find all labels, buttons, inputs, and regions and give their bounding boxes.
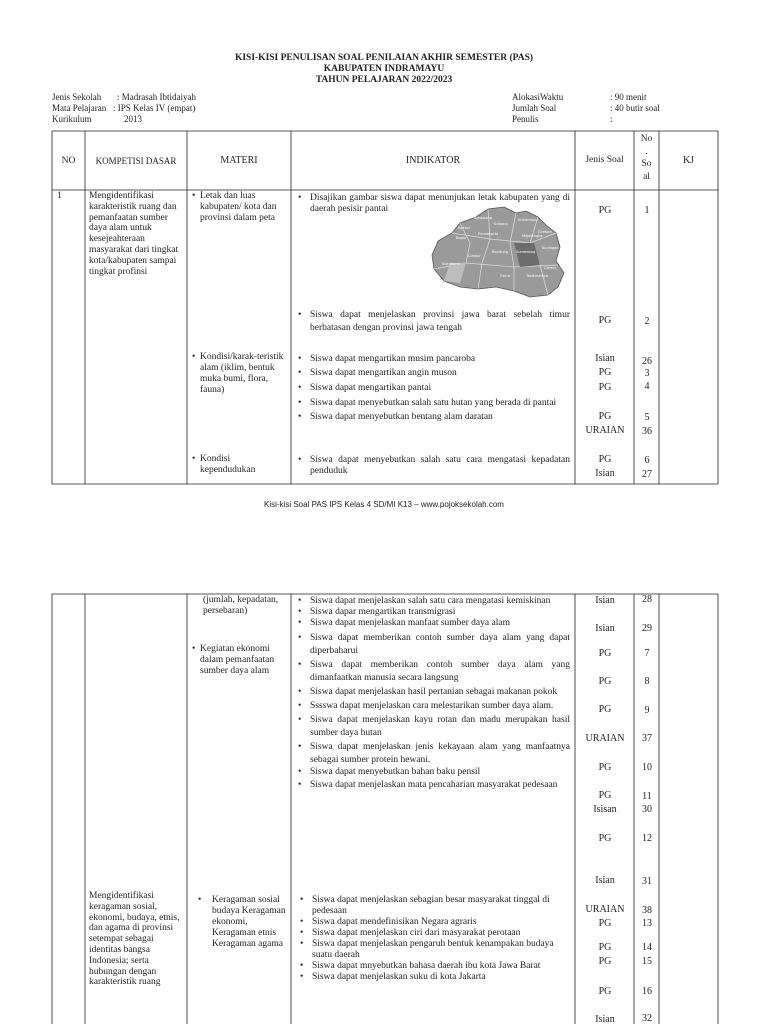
jenis-soal: PG (598, 790, 612, 801)
jenis-soal: PG (598, 367, 612, 378)
materi-item: • Kondisi kependudukan (190, 454, 286, 476)
no-soal: 4 (644, 381, 650, 392)
meta-value: : Madrasah Ibtidaiyah (117, 92, 196, 102)
jenis-soal: PG (598, 833, 612, 844)
no-soal: 14 (642, 942, 652, 953)
jenis-soal: PG (598, 942, 612, 953)
header-indikator: INDIKATOR (405, 155, 461, 166)
title-line-2: KABUPATEN INDRAMAYU (323, 64, 445, 74)
no-soal: 6 (644, 455, 650, 466)
map-label: Ciamis (544, 266, 557, 270)
map-label: Bekasi (458, 226, 470, 230)
no-soal: 38 (642, 905, 652, 916)
meta-label: Mata Pelajaran (52, 103, 107, 113)
title-line-1: KISI-KISI PENULISAN SOAL PENILAIAN AKHIR SEMESTER (PAS) (234, 53, 534, 63)
indikator-item: • Siswa dapat menjelaskan pengaruh bentuk kenampakan budaya suatu daerah (298, 939, 570, 961)
indikator-item: • Siswa dapat menjelaskan sebagian besar masyarakat tinggal di pedesaan (298, 895, 570, 917)
indikator-item: • Sssswa dapat menjelaskan cara melestarikan sumber daya alam. (296, 700, 570, 713)
no-soal: 2 (644, 316, 650, 327)
title-line-3: TAHUN PELAJARAN 2022/2023 (315, 75, 453, 85)
jenis-soal: Isian (595, 353, 615, 364)
no-soal: 7 (644, 648, 650, 659)
header-jenis-soal: Jenis Soal (585, 155, 624, 165)
indikator-item: • Siswa dapat menjelaskan suku di kota Jakarta (298, 972, 570, 983)
meta-label: Jenis Sekolah (52, 92, 102, 102)
jenis-soal: Isian (595, 595, 615, 606)
indikator-item: • Siswa dapat mendefinisikan Negara agraris (298, 917, 570, 928)
no-soal: 10 (642, 762, 652, 773)
no-soal: 5 (644, 412, 650, 423)
materi-item: • Kondisi/karak-teristik alam (iklim, bentuk muka bumi, flora, fauna) (190, 352, 286, 396)
no-soal: 16 (642, 986, 652, 997)
jenis-soal: PG (598, 956, 612, 967)
indikator-item: • Siswa dapat mnyebutkan bahasa daerah ibu kota Jawa Barat (298, 961, 570, 972)
no-soal: 28 (642, 594, 652, 605)
row-number: 1 (57, 191, 62, 201)
indikator-item: • Siswa dapat menjelaskan hasil pertanian sebagai makanan pokok (296, 686, 570, 699)
jenis-soal: Isian (595, 875, 615, 886)
jenis-soal: URAIAN (585, 425, 625, 436)
map-label: Karawang (474, 216, 492, 220)
jenis-soal: PG (598, 676, 612, 687)
indikator-item: • Siswa dapat memberikan contoh sumber daya alam yang dimanfaatkan manusia secara langsung (296, 659, 570, 685)
jenis-soal: PG (598, 454, 612, 465)
jenis-soal: PG (598, 205, 612, 216)
kompetensi-dasar-1: Mengidentifikasi karakteristik ruang dan pemanfaatan sumber daya alam untuk kesejeahteraan masyarakat dari tingkat kota/kabupaten sampai tingkat profinsi (89, 191, 179, 277)
indikator-list-e (296, 596, 570, 792)
no-soal: 31 (642, 876, 652, 887)
meta-label: AlokasiWaktu (512, 92, 564, 102)
jenis-soal: PG (598, 762, 612, 773)
materi-item: • Keragaman sosial budaya Keragaman ekonomi, Keragaman etnis Keragaman agama (196, 895, 286, 950)
no-soal: 11 (642, 791, 652, 802)
meta-label: Penulis (512, 114, 539, 124)
meta-label: Jumlah Soal (512, 103, 557, 113)
indikator-item: • Siswa dapat mengartikan musim pancaroba (296, 352, 570, 366)
indikator-item: • Siswa dapat mengartikan angin muson (296, 366, 570, 381)
meta-value: 2013 (124, 114, 142, 124)
map-label: Tasikmalaya (526, 274, 548, 278)
jenis-soal: PG (598, 315, 612, 326)
jenis-soal: URAIAN (585, 904, 625, 915)
indikator-item: • Siswa dapat menyebutkan bahan baku pensil (296, 766, 570, 779)
indikator-item: • Siswa dapat menjelaskan salah satu cara mengatasi kemiskinan (296, 596, 570, 607)
jenis-soal: Isisan (593, 804, 617, 815)
no-soal: 36 (642, 426, 652, 437)
meta-label: Kurikulum (52, 114, 92, 124)
indikator-item: • Siswa dapat menjelaskan manfaat sumber daya alam (296, 618, 570, 629)
no-soal: 26 (642, 356, 652, 367)
indikator-item: • Siswa dapat menjelaskan provinsi jawa barat sebelah timur berbatasan dengan provinsi jawa tengah (296, 309, 570, 335)
header-no-soal-line: . (645, 146, 648, 157)
indikator-item: • Siswa dapat menjelaskan kayu rotan dan madu merupakan hasil sumber daya hutan (296, 714, 570, 740)
map-label: Subang (494, 222, 508, 226)
map-label: Indramayu (518, 218, 538, 222)
no-soal: 3 (644, 368, 650, 379)
indikator-item: • Siswa dapat menjelaskan mata pencaharian masyarakat pedesaan (296, 779, 570, 792)
indikator-item: • Siswa dapat menjelaskan ciri dari masyarakat perotaan (298, 928, 570, 939)
indikator-item: • Siswa dapat menyebutkan bentang alam daratan (296, 410, 570, 425)
map-label: Sumedang (516, 250, 536, 254)
map-label: Cirebon (538, 230, 552, 234)
indikator-item: • Disajikan gambar siswa dapat menunjukan letak kabupaten yang di daerah pesisir pantai (296, 193, 570, 215)
header-materi: MATERI (220, 155, 258, 166)
materi-list-d (190, 644, 286, 677)
no-soal: 1 (644, 205, 650, 216)
map-label: Cianjur (468, 254, 481, 258)
materi-continued: (jumlah, kepadatan, persebaran) (203, 595, 279, 616)
indikator-list-f (298, 895, 570, 983)
jenis-soal: PG (598, 918, 612, 929)
no-soal: 9 (644, 705, 650, 716)
no-soal: 8 (644, 676, 650, 687)
map-label: Purwakarta (478, 232, 499, 236)
jenis-soal: PG (598, 704, 612, 715)
header-no-soal-line: al (643, 171, 650, 182)
materi-item: • Kegiatan ekonomi dalam pemanfaatan sumber daya alam (190, 644, 286, 677)
no-soal: 13 (642, 918, 652, 929)
header-kompetensi: KOMPETISI DASAR (95, 156, 177, 166)
header-no-soal-line: So (641, 159, 652, 169)
jenis-soal: Isian (595, 1014, 615, 1025)
jenis-soal: PG (598, 986, 612, 997)
jenis-soal: Isian (595, 468, 615, 479)
no-soal: 32 (642, 1013, 652, 1024)
map-label: Bogor (456, 236, 467, 240)
materi-item: • Letak dan luas kabupaten/ kota dan provinsi dalam peta (190, 191, 286, 224)
indikator-item: • Siswa dapat memberikan contoh sumber daya alam yang dapat diperbaharui (296, 632, 570, 658)
map-label: Bandung (492, 250, 509, 254)
no-soal: 30 (642, 804, 652, 815)
materi-list-e (196, 895, 286, 950)
meta-value: : IPS Kelas IV (empat) (113, 103, 196, 113)
indikator-item: • Siswa dapat menyebutkan salah satu cara mengatasi kepadatan penduduk (296, 455, 570, 477)
indikator-item: • Siswa dapat menjelaskan jenis kekayaan alam yang manfaatnya sebagai sumber protein hewani. (296, 741, 570, 766)
map-label: Majalengka (522, 234, 543, 238)
no-soal: 29 (642, 623, 652, 634)
meta-value: : 40 butir soal (610, 103, 660, 113)
no-soal: 37 (642, 733, 652, 744)
no-soal: 15 (642, 956, 652, 967)
header-no: NO (61, 156, 76, 166)
page-footer: Kisi-kisi Soal PAS IPS Kelas 4 SD/MI K13 – www.pojoksekolah.com (264, 500, 504, 509)
header-no-soal-line: No (640, 134, 653, 144)
jenis-soal: PG (598, 382, 612, 393)
no-soal: 12 (642, 833, 652, 844)
jenis-soal: PG (598, 648, 612, 659)
kompetensi-dasar-2: Mengidentifikasi keragaman sosial, ekonomi, budaya, etnis, dan agama di provinsi setempat sebagai identitas bangsa Indonesia; serta hubungan dengan karakteristik ruang (89, 891, 180, 988)
jenis-soal: URAIAN (585, 733, 625, 744)
map-label: Sukabumi (442, 262, 460, 266)
map-label: Garut (500, 274, 511, 278)
indikator-item: • Siswa dapat menyebutkan salah satu hutan yang berada di pantai (296, 396, 570, 410)
jenis-soal: Isian (595, 623, 615, 634)
meta-value: : (610, 114, 613, 124)
indikator-item: • Siswa dapat mengartikan pantai (296, 381, 570, 396)
header-kj: KJ (682, 155, 695, 166)
no-soal: 27 (642, 469, 652, 480)
map-label: Kuningan (542, 246, 559, 250)
indikator-item: • Siswa dapar mengartikan transmigrasi (296, 607, 570, 618)
jenis-soal: PG (598, 411, 612, 422)
meta-value: : 90 menit (610, 92, 647, 102)
